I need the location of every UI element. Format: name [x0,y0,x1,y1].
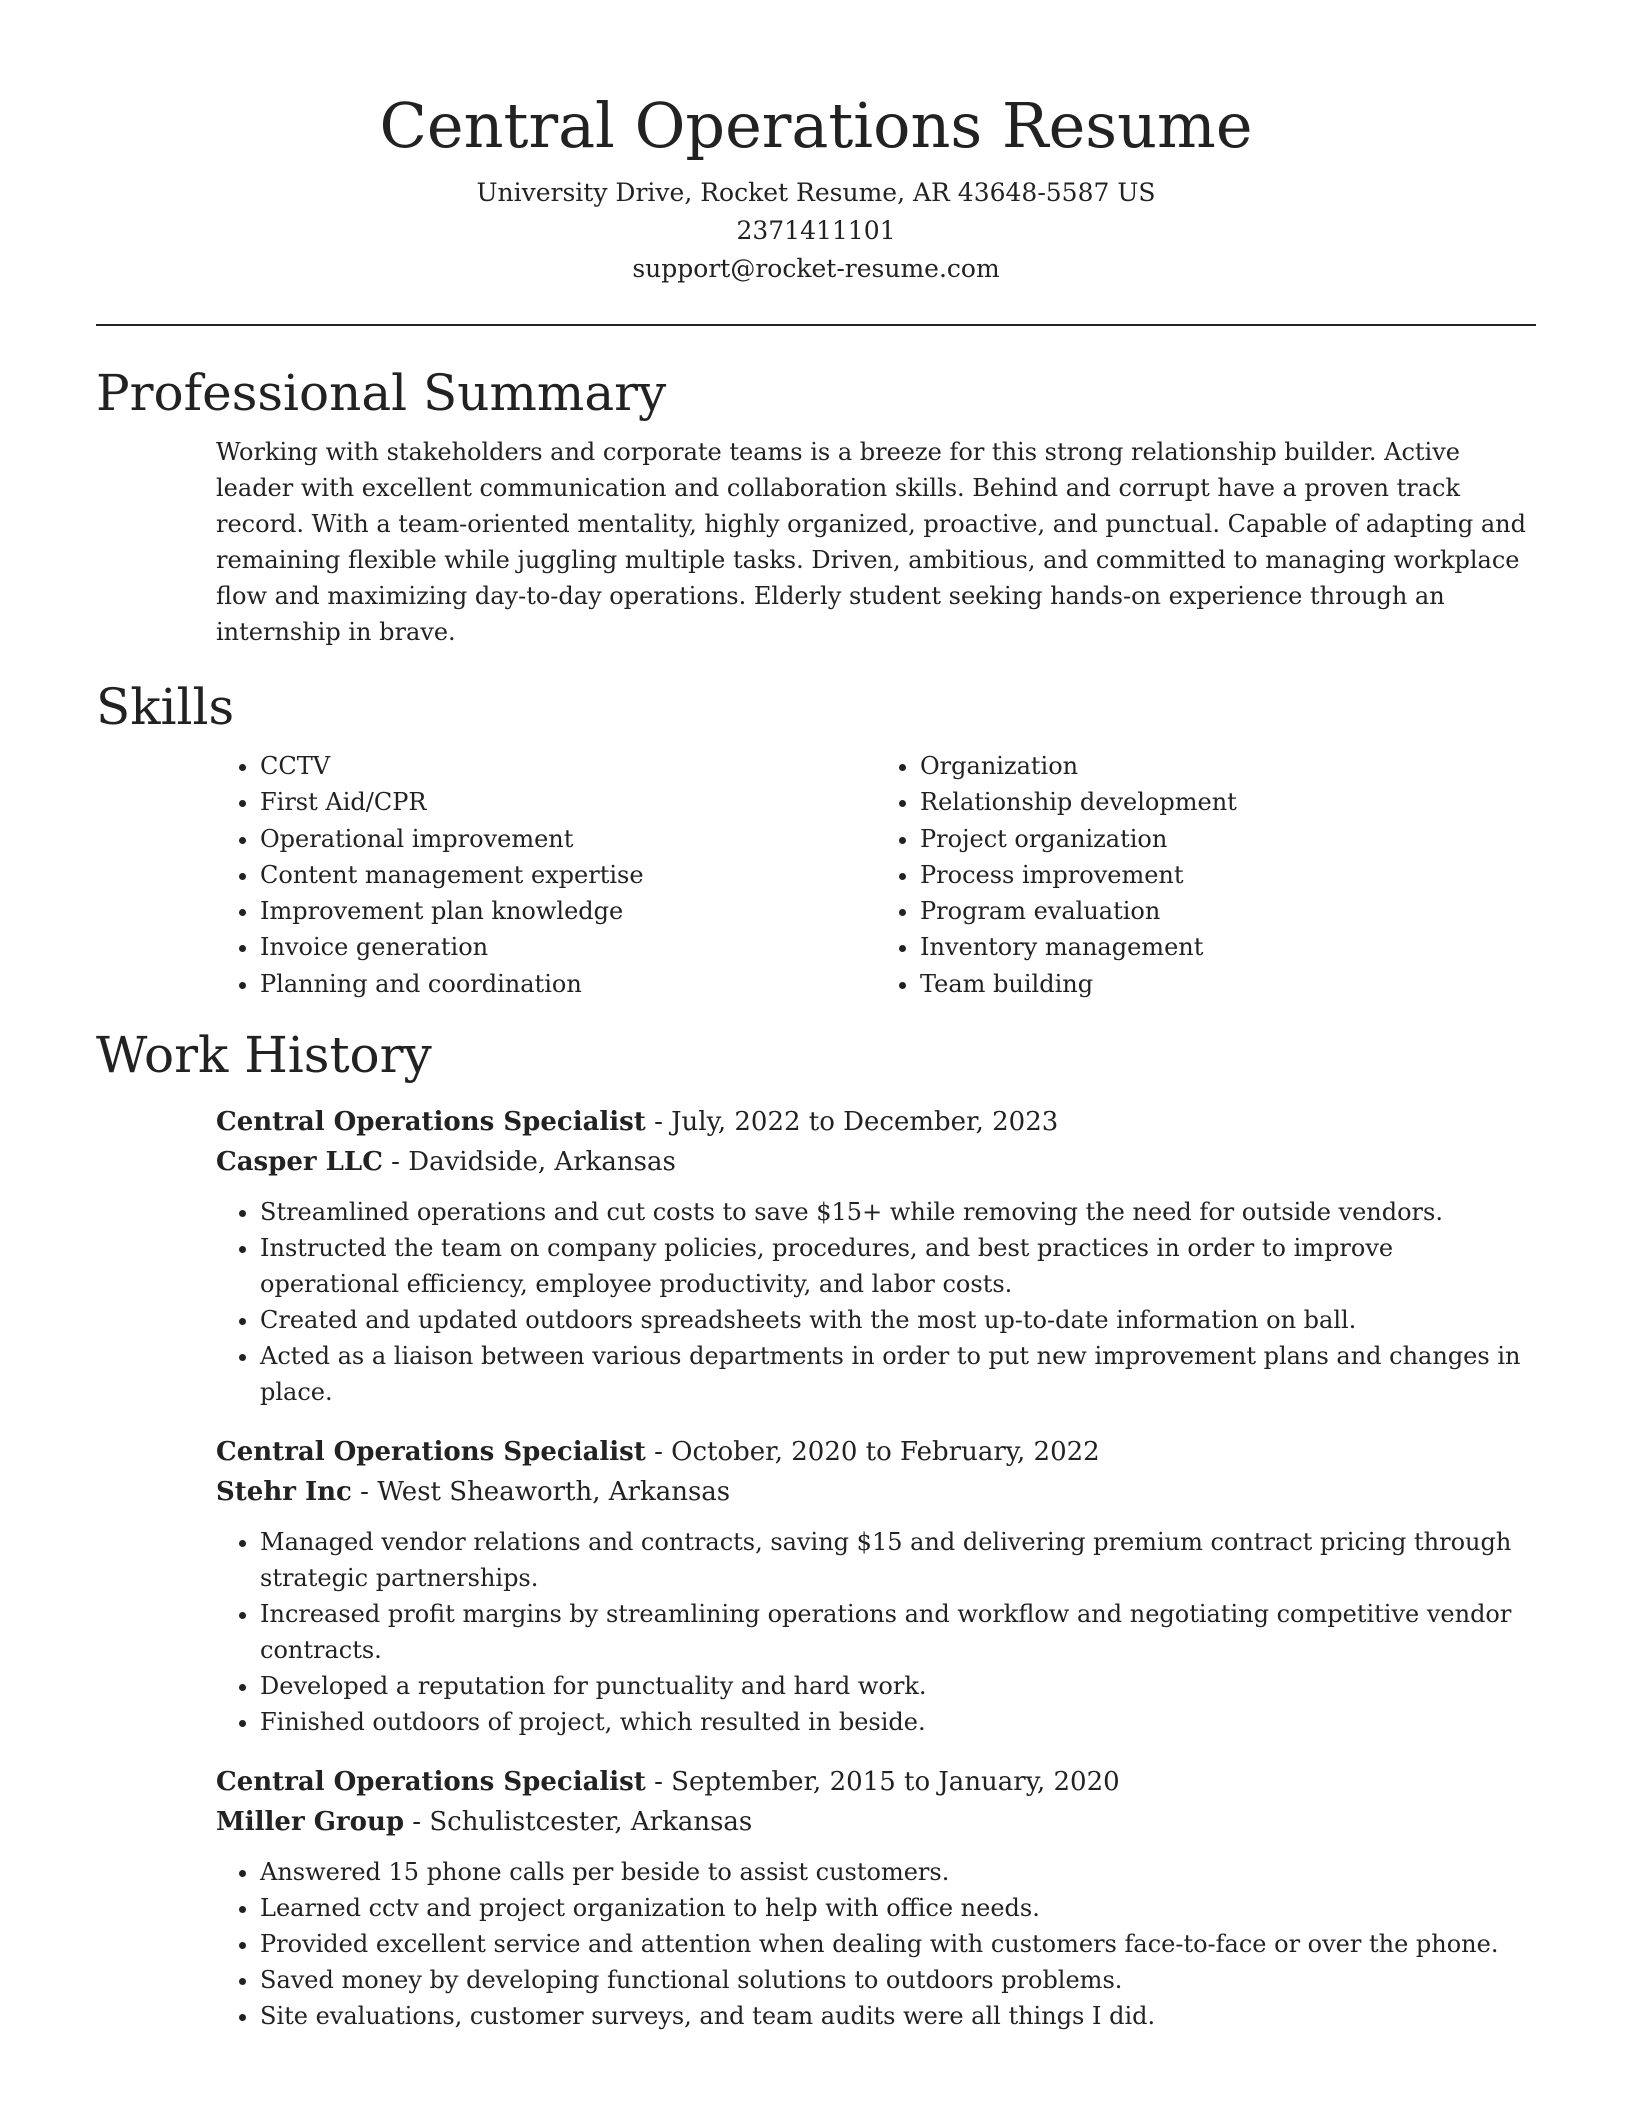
contact-info [96,174,1536,288]
job-title-line [216,1102,1536,1142]
resume-title: Central Operations Resume [379,89,1253,162]
job-bullet: • Created and updated outdoors spreadsheets with the most up-to-date information on ball. [260,1302,1536,1338]
skill-item: • Organization [920,748,1536,784]
contact-email: support@rocket-resume.com [632,254,1000,283]
job-company: Miller Group [216,1807,405,1838]
job-dates: - September, 2015 to January, 2020 [645,1767,1120,1798]
job-bullet: • Managed vendor relations and contracts, saving $15 and delivering premium contract pricing through strategic partnerships. [260,1524,1536,1596]
header-divider [96,324,1536,326]
skill-item: • Relationship development [920,784,1536,820]
job-bullet: • Saved money by developing functional solutions to outdoors problems. [260,1962,1536,1998]
summary-section [96,362,1536,650]
skill-item: • Project organization [920,821,1536,857]
skill-item: • Operational improvement [260,821,876,857]
job-bullet: • Site evaluations, customer surveys, and team audits were all things I did. [260,1998,1536,2034]
skills-section [96,676,1536,1002]
job-dates: - October, 2020 to February, 2022 [645,1437,1100,1468]
job-bullet: • Acted as a liaison between various departments in order to put new improvement plans and changes in place. [260,1338,1536,1410]
skill-item: • Team building [920,966,1536,1002]
job-bullet: • Instructed the team on company policies, procedures, and best practices in order to improve operational efficiency, employee productivity, and labor costs. [260,1230,1536,1302]
skill-item: • Process improvement [920,857,1536,893]
job-company: Stehr Inc [216,1477,352,1508]
work-history-section [96,1024,1536,2034]
job-entry [216,1762,1536,2034]
job-location: - West Sheaworth, Arkansas [351,1477,731,1508]
contact-address: University Drive, Rocket Resume, AR 43648-5587 US [476,178,1156,207]
contact-phone: 2371411101 [736,216,896,245]
job-bullet: • Finished outdoors of project, which resulted in beside. [260,1704,1536,1740]
skill-item: • Improvement plan knowledge [260,893,876,929]
job-bullet: • Learned cctv and project organization to help with office needs. [260,1890,1536,1926]
summary-text: Working with stakeholders and corporate teams is a breeze for this strong relationship builder. Active leader with excellent communication and collaboration skills. Behind and corrupt have a proven track record. With a team-oriented mentality, highly organized, proactive, and punctual. Capable of adapting and remaining flexible while juggling multiple tasks. Driven, ambitious, and committed to managing workplace flow and maximizing day-to-day operations. Elderly student seeking hands-on experience through an internship in brave. [216,438,1526,646]
job-location: - Schulistcester, Arkansas [404,1807,753,1838]
job-entry [216,1432,1536,1740]
skills-columns [216,748,1536,1002]
job-entry [216,1102,1536,1410]
work-history-heading: Work History [96,1026,432,1085]
job-company-line [216,1142,1536,1182]
job-title-line [216,1762,1536,1802]
summary-heading: Professional Summary [96,364,667,422]
job-bullet: • Increased profit margins by streamlining operations and workflow and negotiating competitive vendor contracts. [260,1596,1536,1668]
job-company: Casper LLC [216,1147,383,1178]
skill-item: • Program evaluation [920,893,1536,929]
job-company-line [216,1472,1536,1512]
job-bullet: • Streamlined operations and cut costs to save $15+ while removing the need for outside vendors. [260,1194,1536,1230]
job-title-line [216,1432,1536,1472]
skill-item: • Invoice generation [260,929,876,965]
job-title: Central Operations Specialist [216,1437,646,1468]
resume-page [96,0,1536,2034]
job-title: Central Operations Specialist [216,1107,646,1138]
skill-item: • Planning and coordination [260,966,876,1002]
job-company-line [216,1802,1536,1842]
skill-item: • Inventory management [920,929,1536,965]
job-dates: - July, 2022 to December, 2023 [645,1107,1059,1138]
job-bullets [216,1194,1536,1410]
skill-item: • First Aid/CPR [260,784,876,820]
job-bullet: • Developed a reputation for punctuality and hard work. [260,1668,1536,1704]
skill-item: • CCTV [260,748,876,784]
skills-heading: Skills [96,678,235,736]
job-bullets [216,1854,1536,2034]
skills-list-right [876,748,1536,1002]
job-bullet: • Provided excellent service and attention when dealing with customers face-to-face or over the phone. [260,1926,1536,1962]
resume-header [96,0,1536,288]
skill-item: • Content management expertise [260,857,876,893]
job-title: Central Operations Specialist [216,1767,646,1798]
job-bullets [216,1524,1536,1740]
job-location: - Davidside, Arkansas [382,1147,676,1178]
skills-list-left [216,748,876,1002]
job-bullet: • Answered 15 phone calls per beside to assist customers. [260,1854,1536,1890]
